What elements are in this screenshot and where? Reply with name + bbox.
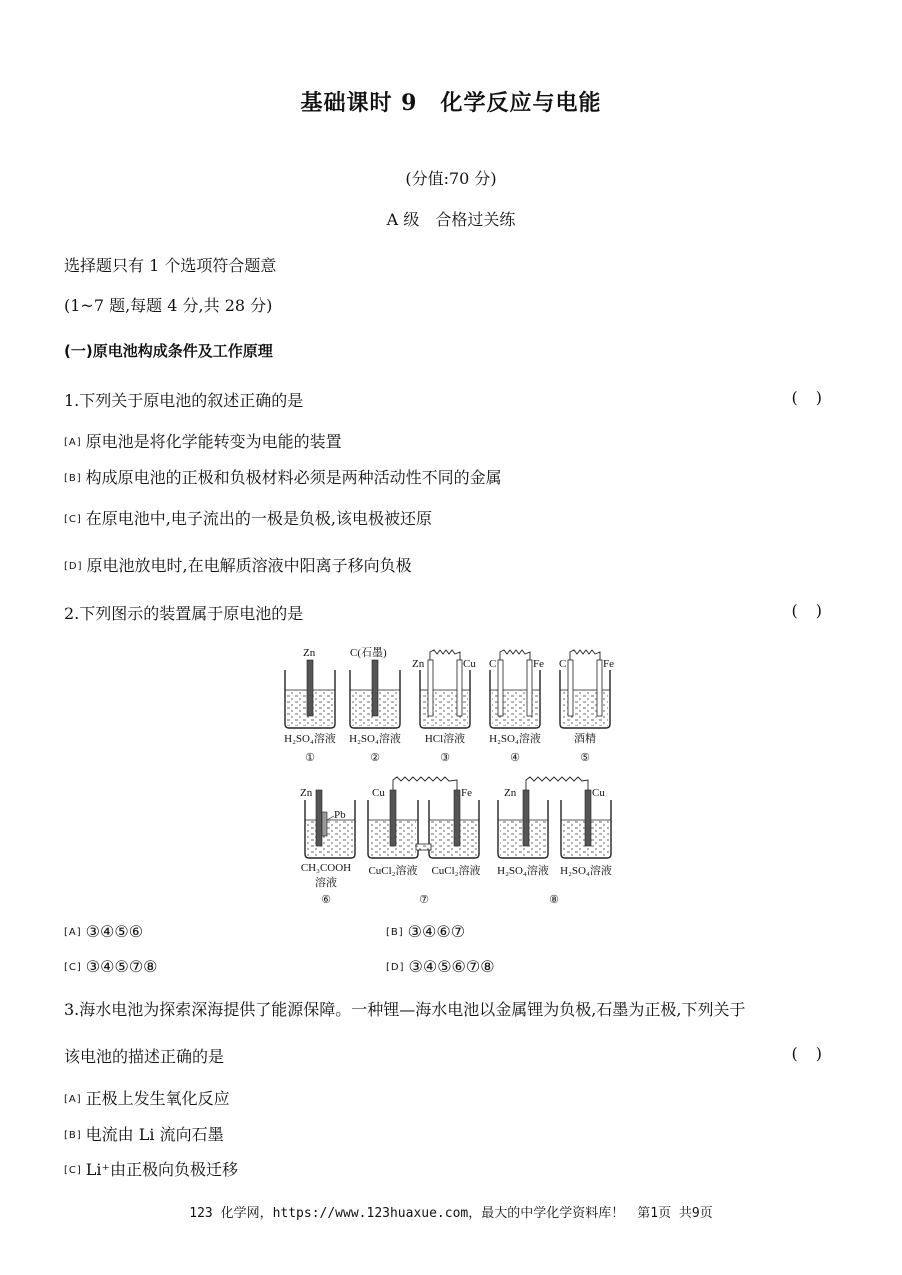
cell-6-number: ⑥: [321, 894, 331, 906]
cell-7-electrode-left: Cu: [372, 787, 385, 799]
question-1-option-a[interactable]: [64, 429, 342, 452]
cell-7-solution-right: CuCl₂溶液: [431, 865, 481, 877]
question-3-answer-blank[interactable]: (): [791, 1044, 840, 1063]
cell-8-electrode-left: Zn: [504, 787, 517, 799]
cell-5-beaker: [559, 650, 614, 728]
option-text: ③④⑥⑦: [407, 922, 466, 941]
option-text: 正极上发生氧化反应: [85, 1089, 230, 1108]
cell-5-number: ⑤: [580, 752, 590, 764]
section-heading: (一)原电池构成条件及工作原理: [64, 342, 273, 360]
cell-6-solution: CH₃COOH: [300, 862, 352, 874]
question-2-option-a[interactable]: [64, 922, 143, 941]
option-text: 电流由 Li 流向石墨: [85, 1125, 224, 1144]
question-2-answer-blank[interactable]: (): [791, 601, 840, 620]
option-label: [A]: [64, 437, 82, 448]
question-1-option-b[interactable]: [64, 465, 502, 488]
question-1-stem: 1.下列关于原电池的叙述正确的是: [64, 391, 304, 410]
cell-3-solution: HCl溶液: [424, 733, 466, 745]
cell-3-beaker: [412, 650, 476, 728]
option-text: 在原电池中,电子流出的一极是负极,该电极被还原: [85, 509, 432, 528]
cell-3-electrode-left: Zn: [412, 658, 425, 670]
cell-4-electrode-left: C: [489, 658, 497, 670]
cell-3-electrode-right: Cu: [463, 658, 476, 670]
option-label: [C]: [64, 514, 82, 525]
cell-8-solution-left: H₂SO₄溶液: [497, 865, 549, 877]
cell-7-number: ⑦: [419, 894, 429, 906]
question-3-option-c[interactable]: [64, 1157, 238, 1180]
question-3-stem-continued: 该电池的描述正确的是: [64, 1047, 225, 1066]
option-text: ③④⑤⑦⑧: [85, 957, 158, 976]
cell-1-solution: H₂SO₄溶液: [284, 733, 336, 745]
cell-3-number: ③: [440, 752, 450, 764]
question-1-answer-blank[interactable]: (): [791, 388, 840, 407]
level-heading: A 级 合格过关练: [386, 210, 516, 229]
page-footer: 123 化学网，https://www.123huaxue.com，最大的中学化学资料库！ 第1页 共9页: [189, 1206, 713, 1221]
question-2-option-b[interactable]: [386, 922, 465, 941]
score-range: (1~7 题,每题 4 分,共 28 分): [64, 296, 273, 315]
question-2-option-c[interactable]: [64, 957, 158, 976]
option-label: [D]: [64, 561, 83, 572]
option-text: 原电池是将化学能转变为电能的装置: [85, 432, 342, 451]
instruction-text: 选择题只有 1 个选项符合题意: [64, 256, 277, 275]
cell-4-beaker: [489, 650, 544, 728]
cell-5-solution: 酒精: [574, 733, 596, 745]
cell-6-electrode-right: Pb: [334, 809, 346, 821]
cell-6-beaker: [300, 787, 355, 858]
galvanic-cell-figure: [270, 640, 640, 912]
cell-2-solution: H₂SO₄溶液: [349, 733, 401, 745]
option-label: [A]: [64, 1094, 82, 1105]
option-text: 原电池放电时,在电解质溶液中阳离子移向负极: [86, 556, 412, 575]
score-note: (分值:70 分): [405, 169, 497, 188]
option-label: [C]: [64, 1165, 82, 1176]
cell-8-electrode-right: Cu: [592, 787, 605, 799]
cell-6-electrode-left: Zn: [300, 787, 313, 799]
cell-2-beaker: [350, 646, 400, 728]
cell-1-electrode-label: Zn: [303, 647, 316, 659]
cell-7-solution-left: CuCl₂溶液: [368, 865, 418, 877]
option-text: 构成原电池的正极和负极材料必须是两种活动性不同的金属: [85, 468, 502, 487]
cell-8-number: ⑧: [549, 894, 559, 906]
cell-6-solution-suffix: 溶液: [315, 877, 337, 889]
question-2-stem: 2.下列图示的装置属于原电池的是: [64, 604, 304, 623]
option-label: [A]: [64, 927, 82, 938]
question-1-option-d[interactable]: [64, 553, 412, 576]
question-3-option-b[interactable]: [64, 1122, 224, 1145]
cell-4-solution: H₂SO₄溶液: [489, 733, 541, 745]
option-text: ③④⑤⑥: [85, 922, 144, 941]
cell-1-beaker: [285, 647, 335, 728]
question-2-option-d[interactable]: [386, 957, 495, 976]
cell-5-electrode-right: Fe: [603, 658, 614, 670]
cell-1-number: ①: [305, 752, 315, 764]
option-label: [B]: [386, 927, 404, 938]
option-label: [B]: [64, 473, 82, 484]
cell-5-electrode-left: C: [559, 658, 567, 670]
cell-2-number: ②: [370, 752, 380, 764]
option-text: ③④⑤⑥⑦⑧: [408, 957, 495, 976]
question-1-option-c[interactable]: [64, 506, 432, 529]
cell-4-electrode-right: Fe: [533, 658, 544, 670]
option-label: [B]: [64, 1130, 82, 1141]
question-3-option-a[interactable]: [64, 1086, 230, 1109]
question-3-stem: 3.海水电池为探索深海提供了能源保障。一种锂—海水电池以金属锂为负极,石墨为正极,下列关于: [64, 1000, 746, 1019]
cell-2-electrode-label: C(石墨): [350, 647, 387, 659]
cell-7-electrode-right: Fe: [461, 787, 472, 799]
cell-8-solution-right: H₂SO₄溶液: [560, 865, 612, 877]
option-label: [D]: [386, 962, 405, 973]
cell-8-beaker-pair: [498, 777, 611, 858]
option-text: Li⁺由正极向负极迁移: [85, 1160, 238, 1179]
page-title: 基础课时 9 化学反应与电能: [300, 90, 602, 116]
option-label: [C]: [64, 962, 82, 973]
cell-4-number: ④: [510, 752, 520, 764]
cell-7-beaker-pair: [368, 777, 479, 858]
